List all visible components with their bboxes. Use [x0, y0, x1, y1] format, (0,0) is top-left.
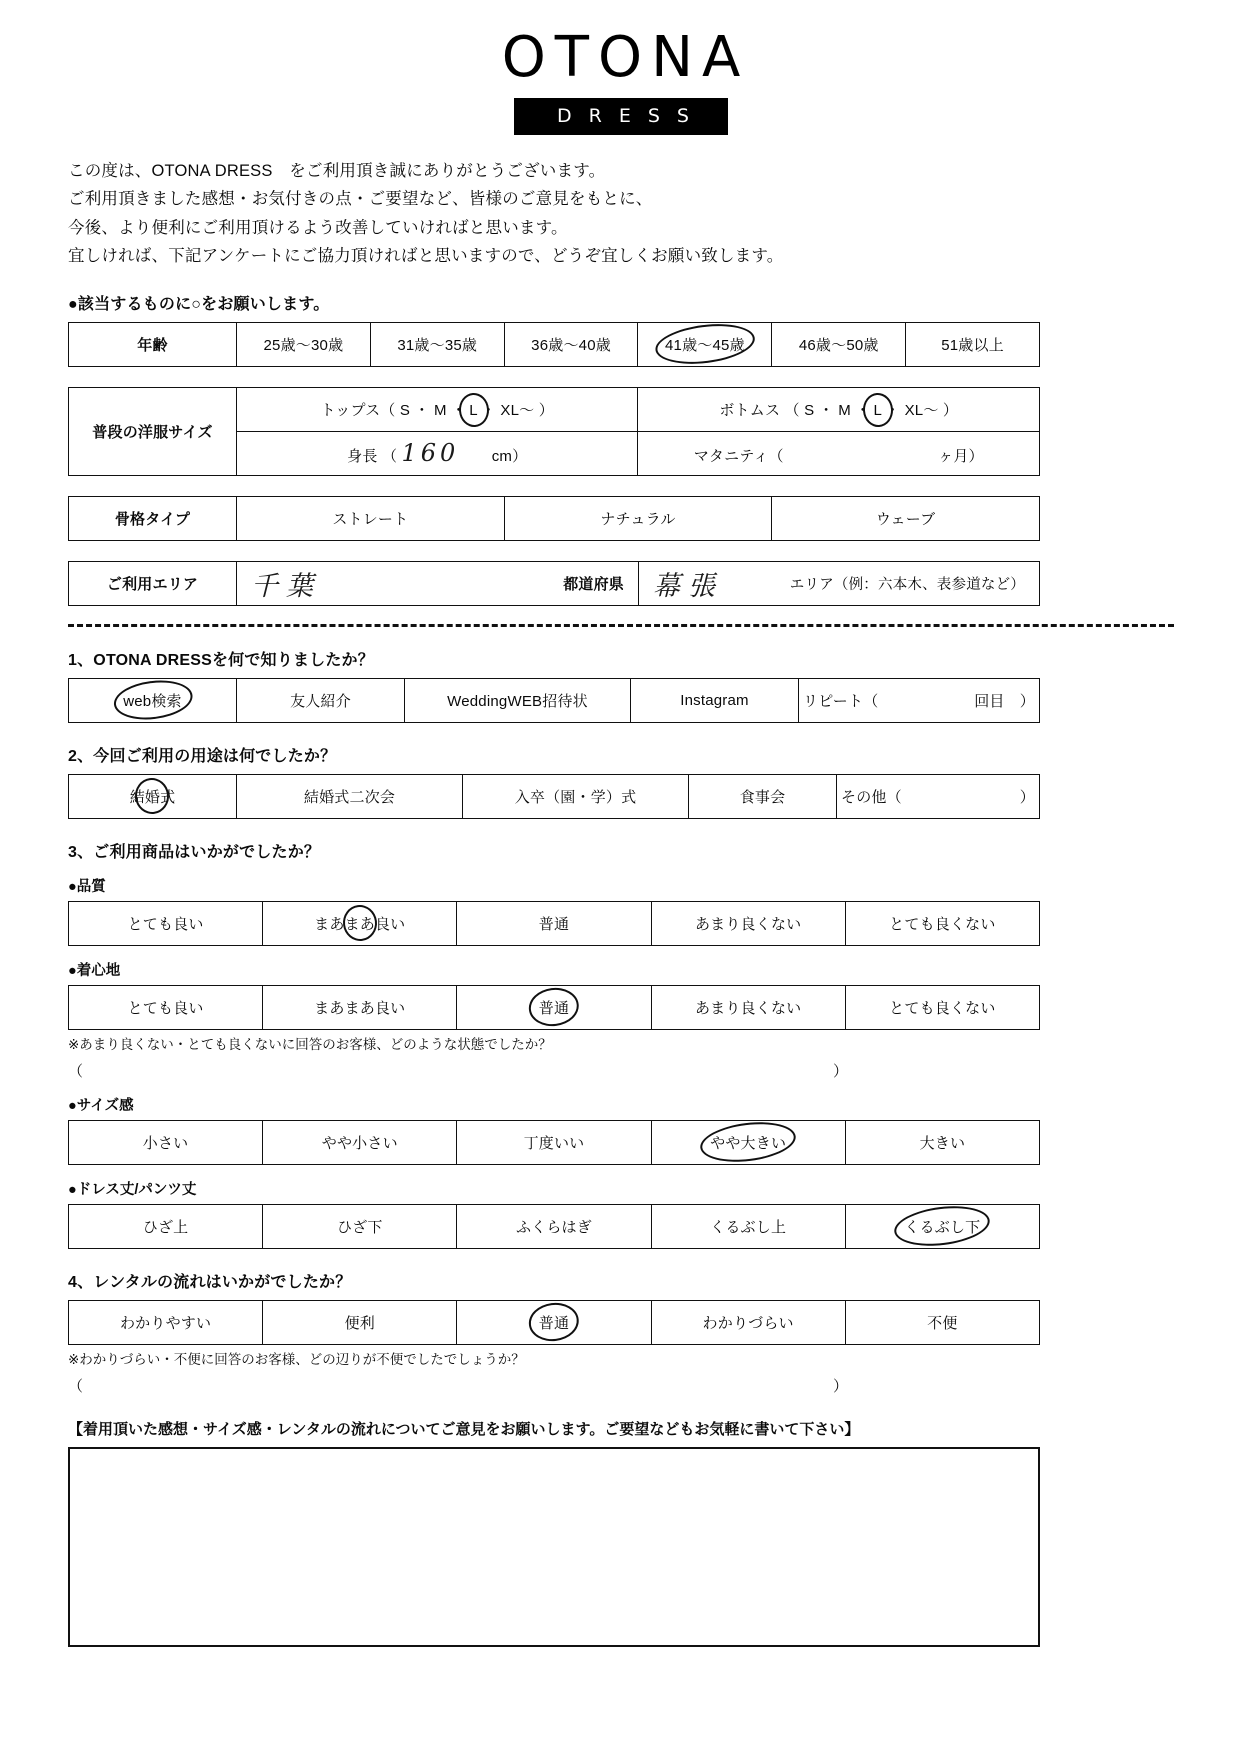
q2-option-other[interactable] — [837, 774, 1040, 818]
q1-option-label: WeddingWEB招待状 — [447, 692, 588, 710]
intro-paragraph — [68, 157, 1242, 271]
q2-table — [68, 774, 1040, 819]
age-option-25-30[interactable] — [237, 322, 371, 366]
table-row — [69, 901, 1040, 945]
tops-selected-size: L — [466, 402, 481, 419]
height-value: 160 — [401, 439, 460, 467]
area-example-label: エリア（例：六本木、表参道など） — [789, 576, 1025, 593]
q4-title: 4、レンタルの流れはいかがでしたか？ — [68, 1273, 352, 1291]
free-comment-title: 【着用頂いた感想・サイズ感・レンタルの流れについてご意見をお願いします。ご要望などもお気軽に書いて下さい】 — [68, 1420, 860, 1438]
length-option-calf[interactable] — [457, 1204, 651, 1248]
quality-option-label: あまり良くない — [694, 915, 802, 933]
q4-option-easy[interactable] — [69, 1300, 263, 1344]
prefecture-value: 千葉 — [251, 570, 321, 602]
length-option-above-ankle[interactable] — [651, 1204, 845, 1248]
section-divider — [68, 624, 1174, 627]
q3-size-feel-table — [68, 1120, 1040, 1165]
comfort-followup-note: ※あまり良くない・とても良くないに回答のお客様、どのような状態でしたか？ — [68, 1036, 552, 1052]
q2-other-close: ） — [1019, 788, 1035, 806]
length-option-below-knee[interactable] — [263, 1204, 457, 1248]
area-value: 幕張 — [653, 570, 723, 602]
comfort-option-not-good[interactable] — [651, 985, 845, 1029]
table-row — [69, 322, 1040, 366]
q1-title: 1、OTONA DRESSを何で知りましたか？ — [68, 651, 374, 669]
q2-option-label-selected: 結婚式 — [130, 786, 176, 807]
body-type-option-straight[interactable] — [237, 496, 505, 540]
q1-option-weddingweb[interactable] — [405, 678, 631, 722]
tops-prefix: トップス（ S ・ M ・ — [320, 401, 467, 419]
comfort-option-very-bad[interactable] — [845, 985, 1039, 1029]
length-option-label: ひざ下 — [336, 1218, 383, 1236]
body-type-option-wave[interactable] — [772, 496, 1040, 540]
height-cell[interactable] — [237, 431, 638, 475]
q4-option-confusing[interactable] — [651, 1300, 845, 1344]
q4-option-normal[interactable] — [457, 1300, 651, 1344]
clothing-size-table — [68, 387, 1040, 476]
age-option-label: 36歳～40歳 — [531, 336, 611, 354]
paren-close: ） — [832, 1377, 848, 1395]
q2-option-dinner[interactable] — [689, 774, 837, 818]
intro-line-1: この度は、OTONA DRESS をご利用頂き誠にありがとうございます。 — [68, 162, 606, 180]
q4-followup-note: ※わかりづらい・不便に回答のお客様、どの辺りが不便でしたでしょうか？ — [68, 1351, 525, 1367]
intro-line-3: 今後、より便利にご利用頂けるよう改善していければと思います。 — [68, 218, 568, 237]
body-type-option-label: ウェーブ — [875, 510, 936, 528]
logo-dress-bar: DRESS — [514, 98, 728, 135]
size-feel-option-slightly-small[interactable] — [263, 1120, 457, 1164]
q1-option-label: Instagram — [680, 691, 749, 709]
age-option-36-40[interactable] — [504, 322, 638, 366]
comfort-option-label: まあまあ良い — [314, 999, 406, 1017]
maternity-unit: ヶ月） — [938, 448, 984, 465]
intro-line-4: 宜しければ、下記アンケートにご協力頂ければと思いますので、どうぞ宜しくお願い致します。 — [68, 247, 784, 266]
prefecture-label: 都道府県 — [563, 575, 624, 593]
age-option-label: 31歳～35歳 — [397, 336, 478, 354]
table-row — [69, 561, 1040, 605]
q3-quality-label: ●品質 — [68, 878, 106, 895]
q1-repeat-label: リピート（ — [803, 692, 879, 710]
size-feel-option-slightly-large[interactable] — [651, 1120, 845, 1164]
clothing-size-label: 普段の洋服サイズ — [69, 387, 237, 475]
quality-option-label: 普通 — [538, 915, 570, 933]
length-option-label: ひざ上 — [142, 1218, 189, 1236]
comfort-option-label: とても良くない — [889, 999, 996, 1017]
table-row — [69, 678, 1040, 722]
q3-size-feel-label: ●サイズ感 — [68, 1097, 134, 1114]
q1-option-repeat[interactable] — [799, 678, 1040, 722]
size-feel-option-large[interactable] — [845, 1120, 1039, 1164]
height-unit: cm） — [491, 448, 528, 465]
q1-option-friend[interactable] — [237, 678, 405, 722]
q1-table — [68, 678, 1040, 723]
bottoms-selected-size: L — [870, 402, 885, 419]
body-type-table — [68, 496, 1040, 541]
comfort-option-fairly-good[interactable] — [263, 985, 457, 1029]
tops-suffix: ・ XL～ ） — [480, 401, 554, 419]
q3-comfort-label: ●着心地 — [68, 962, 121, 979]
table-row — [69, 387, 1040, 431]
q2-title: 2、今回ご利用の用途は何でしたか？ — [68, 747, 337, 765]
body-type-option-label: ストレート — [332, 510, 409, 528]
age-option-31-35[interactable] — [370, 322, 504, 366]
logo-otona-text: OTONA — [501, 25, 750, 90]
quality-option-not-good[interactable] — [651, 901, 845, 945]
length-option-label: くるぶし上 — [710, 1218, 787, 1236]
age-option-41-45[interactable] — [638, 322, 772, 366]
comfort-option-very-good[interactable] — [69, 985, 263, 1029]
q4-option-label: 便利 — [344, 1314, 375, 1332]
q2-option-label: 結婚式二次会 — [303, 788, 396, 806]
area-label: ご利用エリア — [69, 561, 237, 605]
body-type-label: 骨格タイプ — [69, 496, 237, 540]
paren-open: （ — [68, 1062, 84, 1080]
quality-option-label: とても良くない — [889, 915, 996, 933]
paren-close: ） — [832, 1062, 848, 1080]
profile-instruction: ●該当するものに○をお願いします。 — [68, 295, 330, 313]
q4-option-label: わかりづらい — [702, 1314, 794, 1332]
comfort-option-label: あまり良くない — [694, 999, 802, 1017]
length-option-label-selected: くるぶし下 — [904, 1216, 980, 1237]
size-feel-option-just-right[interactable] — [457, 1120, 651, 1164]
table-row — [69, 985, 1040, 1029]
comfort-followup-answer[interactable] — [68, 1060, 848, 1081]
brand-logo — [0, 0, 1242, 135]
comfort-option-normal[interactable] — [457, 985, 651, 1029]
q2-option-afterparty[interactable] — [237, 774, 463, 818]
free-comment-box[interactable] — [68, 1447, 1040, 1647]
bottoms-suffix: ・ XL～ ） — [885, 401, 959, 419]
quality-option-label: とても良い — [127, 915, 204, 933]
q4-option-convenient[interactable] — [263, 1300, 457, 1344]
age-option-label: 25歳～30歳 — [263, 336, 344, 354]
maternity-cell[interactable] — [638, 431, 1040, 475]
q3-length-table — [68, 1204, 1040, 1249]
table-row — [69, 1204, 1040, 1248]
size-feel-option-label: 大きい — [919, 1134, 966, 1152]
prefecture-cell[interactable] — [237, 561, 639, 605]
q2-option-label: 食事会 — [739, 788, 786, 806]
age-label: 年齢 — [69, 322, 237, 366]
size-feel-option-label: やや小さい — [321, 1134, 398, 1152]
q4-table — [68, 1300, 1040, 1345]
quality-option-normal[interactable] — [457, 901, 651, 945]
q2-option-ceremony[interactable] — [463, 774, 689, 818]
age-option-51-plus[interactable] — [906, 322, 1040, 366]
area-table — [68, 561, 1040, 606]
height-label: 身長 （ — [347, 448, 398, 465]
q3-comfort-table — [68, 985, 1040, 1030]
table-row — [69, 496, 1040, 540]
q2-other-label: その他（ — [841, 788, 902, 806]
paren-open: （ — [68, 1377, 84, 1395]
table-row — [69, 1300, 1040, 1344]
quality-option-very-bad[interactable] — [845, 901, 1039, 945]
table-row — [69, 774, 1040, 818]
size-feel-option-label-selected: やや大きい — [710, 1132, 786, 1153]
bottoms-prefix: ボトムス （ S ・ M ・ — [719, 401, 871, 419]
q4-option-label: わかりやすい — [119, 1314, 212, 1332]
q2-option-wedding[interactable] — [69, 774, 237, 818]
intro-line-2: ご利用頂きました感想・お気付きの点・ご要望など、皆様のご意見をもとに、 — [68, 190, 653, 209]
length-option-label: ふくらはぎ — [515, 1218, 592, 1236]
tops-size-cell[interactable] — [237, 387, 638, 431]
age-option-46-50[interactable] — [772, 322, 906, 366]
q3-quality-table — [68, 901, 1040, 946]
bottoms-size-cell[interactable] — [638, 387, 1040, 431]
q4-followup-answer[interactable] — [68, 1375, 848, 1396]
quality-option-label-selected: まあまあ良い — [314, 913, 405, 934]
q1-repeat-count-label: 回目 ） — [974, 692, 1035, 710]
maternity-label: マタニティ（ — [693, 448, 784, 465]
age-table — [68, 322, 1040, 367]
size-feel-option-small[interactable] — [69, 1120, 263, 1164]
age-option-label: 51歳以上 — [941, 336, 1004, 354]
area-name-cell[interactable] — [639, 561, 1040, 605]
q1-option-web-search[interactable] — [69, 678, 237, 722]
q1-option-label-selected: web検索 — [123, 690, 182, 711]
q3-title: 3、ご利用商品はいかがでしたか？ — [68, 843, 321, 861]
comfort-option-label: とても良い — [127, 999, 204, 1017]
body-type-option-natural[interactable] — [504, 496, 772, 540]
length-option-above-knee[interactable] — [69, 1204, 263, 1248]
size-feel-option-label: 小さい — [142, 1134, 189, 1152]
q3-length-label: ●ドレス丈/パンツ丈 — [68, 1181, 197, 1198]
quality-option-fairly-good[interactable] — [263, 901, 457, 945]
quality-option-very-good[interactable] — [69, 901, 263, 945]
comfort-option-label-selected: 普通 — [539, 997, 569, 1018]
q4-option-inconvenient[interactable] — [845, 1300, 1039, 1344]
q4-option-label: 不便 — [927, 1314, 958, 1332]
age-option-label-selected: 41歳～45歳 — [665, 334, 745, 355]
size-feel-option-label: 丁度いい — [523, 1134, 585, 1152]
age-option-label: 46歳～50歳 — [798, 336, 879, 354]
q4-option-label-selected: 普通 — [539, 1312, 569, 1333]
q1-option-label: 友人紹介 — [290, 692, 351, 710]
q2-option-label: 入卒（園・学）式 — [514, 788, 637, 806]
q1-option-instagram[interactable] — [631, 678, 799, 722]
table-row — [69, 1120, 1040, 1164]
body-type-option-label: ナチュラル — [600, 510, 676, 528]
length-option-below-ankle[interactable] — [845, 1204, 1039, 1248]
